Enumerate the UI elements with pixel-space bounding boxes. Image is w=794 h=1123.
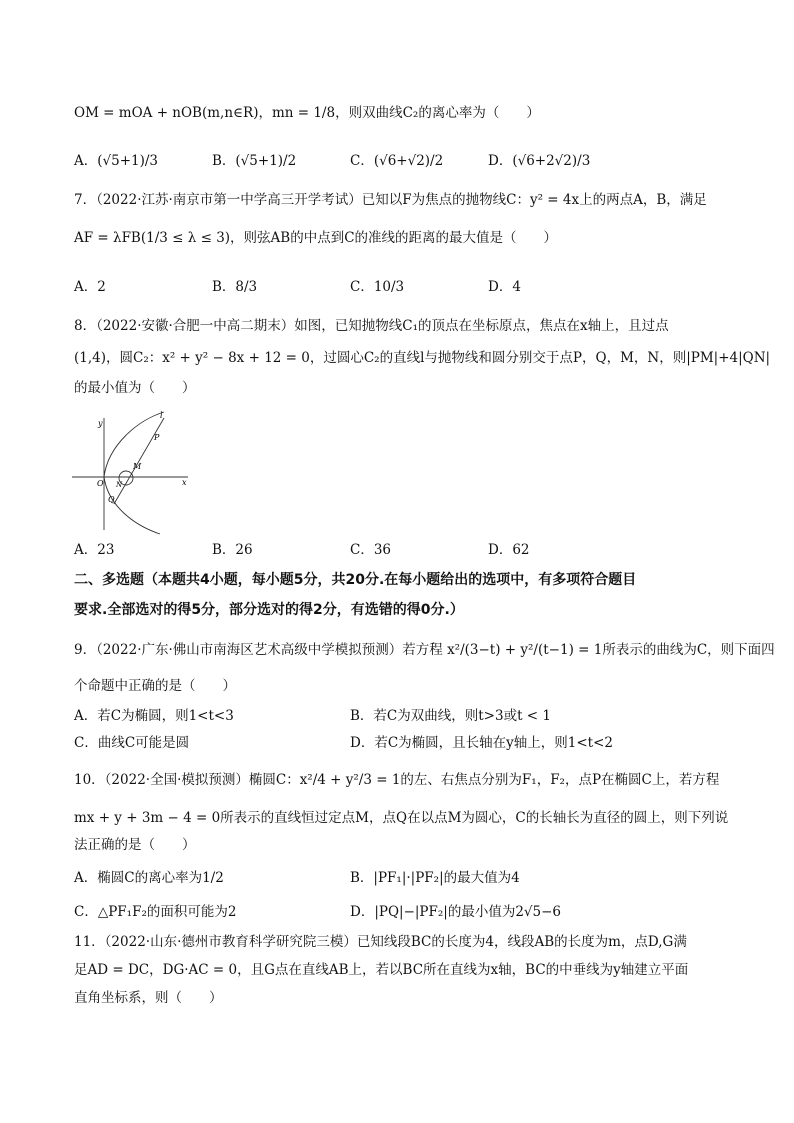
label-n: N: [116, 481, 123, 489]
q10-stem-line3: 法正确的是（ ）: [74, 837, 196, 853]
q8-option-b: B．26: [212, 542, 253, 558]
q7-option-c: C．10/3: [350, 279, 405, 295]
q9-option-c: C．曲线C可能是圆: [74, 735, 190, 751]
q9-option-d: D．若C为椭圆，且长轴在y轴上，则1<t<2: [350, 735, 614, 751]
q9-stem-line1: 9．（2022·广东·佛山市南海区艺术高级中学模拟预测）若方程 x²/(3−t) + y²/(t−1) = 1所表示的曲线为C，则下面四: [74, 642, 775, 658]
q8-option-a: A．23: [74, 542, 115, 558]
q10-option-b: B．|PF₁|·|PF₂|的最大值为4: [350, 870, 520, 886]
q11-stem-line3: 直角坐标系，则（ ）: [74, 990, 223, 1006]
q7-stem-line2: AF = λFB(1/3 ≤ λ ≤ 3)，则弦AB的中点到C的准线的距离的最大值是（ ）: [74, 230, 558, 246]
label-p: P: [154, 433, 160, 442]
section-2-heading-line2: 要求.全部选对的得5分，部分选对的得2分，有选错的得0分.）: [74, 602, 464, 618]
q7-stem-line1: 7．（2022·江苏·南京市第一中学高三开学考试）已知以F为焦点的抛物线C：y² = 4x上的两点A，B，满足: [74, 192, 707, 208]
label-l: l: [160, 411, 163, 420]
q9-option-a: A．若C为椭圆，则1<t<3: [74, 708, 234, 724]
parabola-curve: [104, 412, 164, 534]
q8-stem-line1: 8．（2022·安徽·合肥一中高二期末）如图，已知抛物线C₁的顶点在坐标原点，焦点在x轴上，且过点: [74, 318, 669, 334]
q9-stem-line2: 个命题中正确的是（ ）: [74, 678, 236, 694]
label-q: Q: [108, 495, 115, 504]
q9-option-b: B．若C为双曲线，则t>3或t < 1: [350, 708, 551, 724]
q8-stem-line3: 的最小值为（ ）: [74, 380, 196, 396]
q8-stem-line2: (1,4)，圆C₂：x² + y² − 8x + 12 = 0，过圆心C₂的直线l与抛物线和圆分别交于点P，Q，M，N，则|PM|+4|QN|: [74, 350, 771, 366]
q11-stem-line1: 11．（2022·山东·德州市教育科学研究院三模）已知线段BC的长度为4，线段AB的长度为m，点D,G满: [74, 934, 687, 950]
label-o: O: [97, 479, 104, 488]
label-y: y: [98, 419, 103, 428]
label-x: x: [182, 478, 187, 487]
q6-option-c: C．(√6+√2)/2: [350, 153, 444, 169]
q10-option-a: A．椭圆C的离心率为1/2: [74, 870, 224, 886]
q8-figure: [68, 410, 192, 536]
q10-stem-line1: 10．（2022·全国·模拟预测）椭圆C：x²/4 + y²/3 = 1的左、右焦点分别为F₁，F₂，点P在椭圆C上，若方程: [74, 772, 720, 788]
q11-stem-line2: 足AD = DC，DG·AC = 0，且G点在直线AB上，若以BC所在直线为x轴，BC的中垂线为y轴建立平面: [74, 962, 689, 978]
q7-option-a: A．2: [74, 279, 106, 295]
q8-option-d: D．62: [488, 542, 530, 558]
line-l: [114, 418, 164, 504]
section-2-heading-line1: 二、多选题（本题共4小题，每小题5分，共20分.在每小题给出的选项中，有多项符合题目: [74, 572, 637, 588]
q10-option-c: C．△PF₁F₂的面积可能为2: [74, 904, 237, 920]
q7-option-b: B．8/3: [212, 279, 258, 295]
label-m: M: [133, 462, 142, 471]
q6-option-d: D．(√6+2√2)/3: [488, 153, 591, 169]
q10-stem-line2: mx + y + 3m − 4 = 0所表示的直线恒过定点M，点Q在以点M为圆心，C的长轴长为直径的圆上，则下列说: [74, 810, 729, 826]
q6-option-b: B．(√5+1)/2: [212, 153, 297, 169]
q8-option-c: C．36: [350, 542, 392, 558]
q10-option-d: D．|PQ|−|PF₂|的最小值为2√5−6: [350, 904, 562, 920]
q7-option-d: D．4: [488, 279, 521, 295]
q6-stem-tail: OM = mOA + nOB(m,n∈R)，mn = 1/8，则双曲线C₂的离心率为（ ）: [74, 105, 540, 121]
q6-option-a: A．(√5+1)/3: [74, 153, 159, 169]
